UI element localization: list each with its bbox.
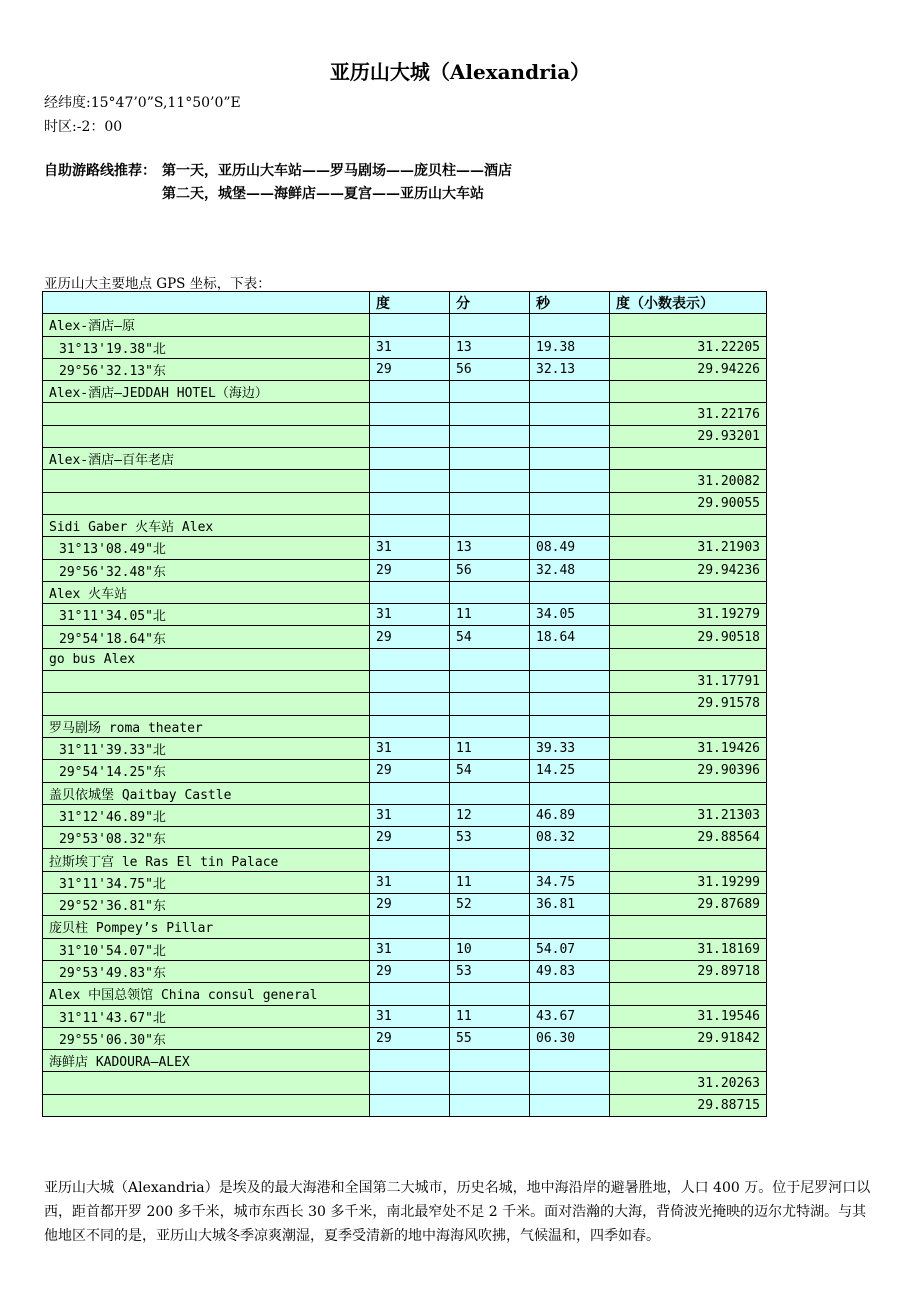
coordinate-cell: 29°54'18.64"东 [43,626,370,648]
coordinate-cell [43,470,370,492]
value-cell [370,514,450,536]
value-cell [610,1050,767,1072]
table-row [43,871,767,893]
coordinate-cell: 29°52'36.81"东 [43,894,370,916]
value-cell [530,715,610,737]
coordinate-cell: 31°10'54.07"北 [43,938,370,960]
location-name-cell: Alex 火车站 [43,581,370,603]
value-cell: 31.19299 [610,871,767,893]
value-cell [610,849,767,871]
location-name-cell: 盖贝依城堡 Qaitbay Castle [43,782,370,804]
coordinate-cell [43,403,370,425]
value-cell: 29.88564 [610,827,767,849]
value-cell: 32.13 [530,358,610,380]
timezone-line: 时区:-2：00 [44,119,123,135]
value-cell: 46.89 [530,804,610,826]
coordinate-cell: 29°54'14.25"东 [43,760,370,782]
coordinate-cell: 31°11'34.75"北 [43,871,370,893]
table-row [43,358,767,380]
value-cell: 31.22176 [610,403,767,425]
value-cell: 06.30 [530,1027,610,1049]
table-row [43,403,767,425]
value-cell [370,1094,450,1116]
value-cell [450,381,530,403]
value-cell [370,492,450,514]
table-row [43,760,767,782]
value-cell: 29.88715 [610,1094,767,1116]
table-row [43,782,767,804]
value-cell: 29.90055 [610,492,767,514]
table-row [43,894,767,916]
value-cell [530,581,610,603]
table-header-cell: 度（小数表示） [610,292,767,314]
value-cell: 29.94226 [610,358,767,380]
coordinate-cell [43,693,370,715]
value-cell [450,492,530,514]
value-cell: 31 [370,1005,450,1027]
route-label: 自助游路线推荐： [44,163,156,179]
value-cell [450,1072,530,1094]
value-cell [370,403,450,425]
table-row [43,425,767,447]
location-name-cell: 庞贝柱 Pompey’s Pillar [43,916,370,938]
value-cell [450,425,530,447]
value-cell: 54 [450,626,530,648]
value-cell: 29.90396 [610,760,767,782]
value-cell [450,514,530,536]
value-cell [450,1050,530,1072]
location-name-cell: Alex-酒店—百年老店 [43,448,370,470]
value-cell: 43.67 [530,1005,610,1027]
value-cell: 29.93201 [610,425,767,447]
value-cell [450,448,530,470]
value-cell [370,1050,450,1072]
table-header-cell: 度 [370,292,450,314]
value-cell: 31 [370,604,450,626]
coordinate-cell [43,671,370,693]
table-header-cell: 秒 [530,292,610,314]
value-cell [610,916,767,938]
value-cell: 31 [370,537,450,559]
table-row [43,1094,767,1116]
value-cell: 31.22205 [610,336,767,358]
value-cell: 31.17791 [610,671,767,693]
value-cell [450,782,530,804]
value-cell: 31.21903 [610,537,767,559]
value-cell: 53 [450,827,530,849]
value-cell: 29 [370,1027,450,1049]
coordinate-cell [43,425,370,447]
table-header-cell [43,292,370,314]
value-cell [450,648,530,670]
value-cell: 39.33 [530,737,610,759]
value-cell: 19.38 [530,336,610,358]
value-cell: 12 [450,804,530,826]
location-name-cell: Alex-酒店—原 [43,314,370,336]
value-cell [530,648,610,670]
value-cell: 18.64 [530,626,610,648]
value-cell: 11 [450,604,530,626]
table-row [43,827,767,849]
value-cell [530,671,610,693]
value-cell [530,693,610,715]
value-cell [450,715,530,737]
table-row [43,715,767,737]
table-row [43,648,767,670]
coordinate-cell: 31°13'19.38"北 [43,336,370,358]
value-cell: 54 [450,760,530,782]
value-cell: 29.91842 [610,1027,767,1049]
value-cell: 31 [370,938,450,960]
coordinate-cell: 29°53'49.83"东 [43,960,370,982]
coordinate-cell: 31°11'43.67"北 [43,1005,370,1027]
value-cell: 11 [450,1005,530,1027]
value-cell [530,425,610,447]
table-row [43,559,767,581]
coordinates-line: 经纬度:15°47’0”S,11°50’0”E [44,95,241,111]
value-cell [370,581,450,603]
location-name-cell: go bus Alex [43,648,370,670]
value-cell: 34.05 [530,604,610,626]
value-cell [530,782,610,804]
table-row [43,537,767,559]
table-header-cell: 分 [450,292,530,314]
value-cell [450,916,530,938]
value-cell: 31 [370,871,450,893]
value-cell [370,916,450,938]
value-cell: 11 [450,871,530,893]
value-cell: 54.07 [530,938,610,960]
value-cell [370,693,450,715]
value-cell: 31.20263 [610,1072,767,1094]
location-name-cell: 海鲜店 KADOURA—ALEX [43,1050,370,1072]
value-cell: 29 [370,894,450,916]
table-row [43,1072,767,1094]
value-cell [530,381,610,403]
coordinate-cell [43,492,370,514]
table-row [43,470,767,492]
value-cell: 13 [450,336,530,358]
value-cell: 56 [450,358,530,380]
table-caption: 亚历山大主要地点 GPS 坐标，下表： [44,276,271,292]
value-cell [450,1094,530,1116]
value-cell [530,514,610,536]
value-cell [450,693,530,715]
value-cell [610,314,767,336]
value-cell: 29 [370,559,450,581]
value-cell [370,425,450,447]
value-cell: 52 [450,894,530,916]
value-cell: 29 [370,358,450,380]
value-cell: 31.21303 [610,804,767,826]
table-row [43,693,767,715]
value-cell: 29.90518 [610,626,767,648]
value-cell [450,581,530,603]
table-row [43,626,767,648]
value-cell [370,648,450,670]
value-cell [450,849,530,871]
value-cell: 31 [370,336,450,358]
value-cell: 31.20082 [610,470,767,492]
value-cell: 31.18169 [610,938,767,960]
value-cell [370,448,450,470]
table-row [43,804,767,826]
value-cell [610,648,767,670]
value-cell [370,381,450,403]
value-cell: 53 [450,960,530,982]
value-cell [530,983,610,1005]
value-cell [450,983,530,1005]
value-cell: 08.49 [530,537,610,559]
value-cell: 29 [370,626,450,648]
value-cell [610,381,767,403]
route-day1 [44,160,512,180]
table-row [43,849,767,871]
value-cell [530,1050,610,1072]
value-cell [370,314,450,336]
value-cell [370,849,450,871]
value-cell: 32.48 [530,559,610,581]
value-cell: 36.81 [530,894,610,916]
value-cell: 29 [370,760,450,782]
value-cell [610,983,767,1005]
value-cell [530,849,610,871]
value-cell: 31.19426 [610,737,767,759]
value-cell: 29 [370,960,450,982]
value-cell: 31 [370,804,450,826]
coordinate-cell: 31°12'46.89"北 [43,804,370,826]
coordinate-cell: 29°56'32.13"东 [43,358,370,380]
value-cell [370,1072,450,1094]
value-cell: 14.25 [530,760,610,782]
value-cell [450,671,530,693]
location-name-cell: 拉斯埃丁宫 le Ras El tin Palace [43,849,370,871]
location-name-cell: Sidi Gaber 火车站 Alex [43,514,370,536]
table-row [43,581,767,603]
value-cell [450,470,530,492]
value-cell [370,470,450,492]
value-cell [530,403,610,425]
value-cell: 29 [370,827,450,849]
table-row [43,938,767,960]
table-row [43,1027,767,1049]
value-cell [530,1094,610,1116]
value-cell: 31.19279 [610,604,767,626]
table-row [43,1005,767,1027]
route-day1-text: 第一天，亚历山大车站——罗马剧场——庞贝柱——酒店 [162,163,512,179]
value-cell: 08.32 [530,827,610,849]
table-row [43,492,767,514]
value-cell [530,448,610,470]
value-cell [370,715,450,737]
value-cell: 10 [450,938,530,960]
table-header-row [43,292,767,314]
coordinate-cell [43,1094,370,1116]
value-cell [530,492,610,514]
value-cell: 29.91578 [610,693,767,715]
value-cell [450,314,530,336]
value-cell [530,916,610,938]
table-row [43,314,767,336]
table-row [43,916,767,938]
value-cell [610,715,767,737]
value-cell: 49.83 [530,960,610,982]
table-row [43,448,767,470]
table-row [43,737,767,759]
value-cell: 13 [450,537,530,559]
table-row [43,336,767,358]
coordinate-cell: 29°56'32.48"东 [43,559,370,581]
table-row [43,983,767,1005]
value-cell [610,581,767,603]
value-cell [610,514,767,536]
route-day2: 第二天，城堡——海鲜店——夏宫——亚历山大车站 [162,186,484,202]
value-cell: 29.94236 [610,559,767,581]
description-paragraph: 亚历山大城（Alexandria）是埃及的最大海港和全国第二大城市，历史名城，地中海沿岸的避暑胜地，人口 400 万。位于尼罗河口以西，距首都开罗 200 多千米，城市东西长 30 多千米，南北最窄处不足 2 千米。面对浩瀚的大海，背倚波光掩映的迈尔尤特湖。与其他地区不同的是，亚历山大城冬季凉爽潮湿，夏季受清新的地中海海风吹拂，气候温和，四季如春。 [44,1180,871,1244]
value-cell [450,403,530,425]
value-cell: 29.87689 [610,894,767,916]
value-cell [370,671,450,693]
value-cell [530,1072,610,1094]
coordinate-cell: 29°55'06.30"东 [43,1027,370,1049]
value-cell: 55 [450,1027,530,1049]
table-row [43,960,767,982]
coordinate-cell: 31°13'08.49"北 [43,537,370,559]
coordinate-cell: 31°11'39.33"北 [43,737,370,759]
value-cell [530,314,610,336]
value-cell [370,782,450,804]
gps-table [42,291,767,1117]
value-cell: 11 [450,737,530,759]
table-row [43,514,767,536]
table-row [43,381,767,403]
value-cell: 34.75 [530,871,610,893]
location-name-cell: 罗马剧场 roma theater [43,715,370,737]
value-cell [370,983,450,1005]
value-cell [610,448,767,470]
table-row [43,1050,767,1072]
location-name-cell: Alex-酒店—JEDDAH HOTEL（海边） [43,381,370,403]
value-cell: 31.19546 [610,1005,767,1027]
page-title: 亚历山大城（Alexandria） [329,60,591,84]
table-row [43,671,767,693]
location-name-cell: Alex 中国总领馆 China consul general [43,983,370,1005]
coordinate-cell [43,1072,370,1094]
table-row [43,604,767,626]
value-cell [530,470,610,492]
value-cell [610,782,767,804]
value-cell: 31 [370,737,450,759]
coordinate-cell: 31°11'34.05"北 [43,604,370,626]
coordinate-cell: 29°53'08.32"东 [43,827,370,849]
value-cell: 29.89718 [610,960,767,982]
value-cell: 56 [450,559,530,581]
